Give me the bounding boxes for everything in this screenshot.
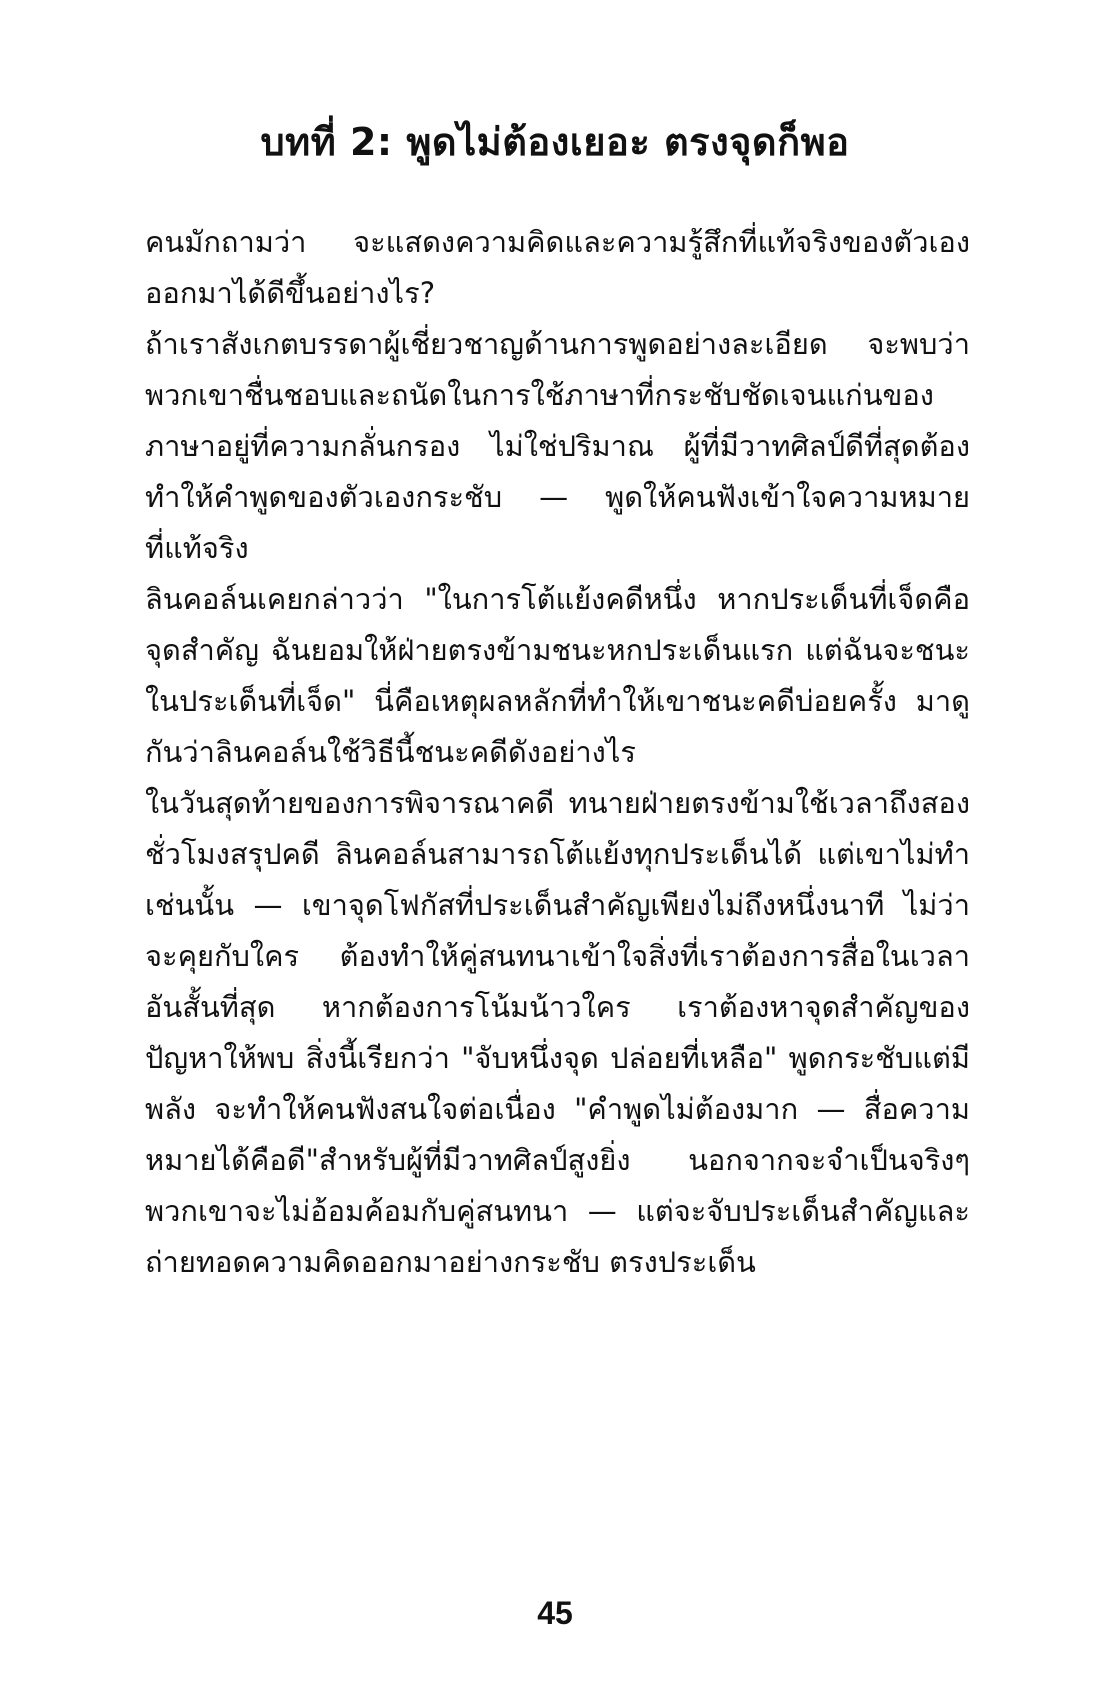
paragraph-4: ในวันสุดท้ายของการพิจารณาคดี ทนายฝ่ายตรงข้ามใช้เวลาถึงสองชั่วโมงสรุปคดี ลินคอล์นสามารถโต้แย้งทุกประเด็นได้ แต่เขาไม่ทำเช่นนั้น — เขาจุดโฟกัสที่ประเด็นสำคัญเพียงไม่ถึงหนึ่งนาที ไม่ว่าจะคุยกับใคร ต้องทำให้คู่สนทนาเข้าใจสิ่งที่เราต้องการสื่อในเวลาอันสั้นที่สุด หากต้องการโน้มน้าวใคร เราต้องหาจุดสำคัญของปัญหาให้พบ สิ่งนี้เรียกว่า "จับหนึ่งจุด ปล่อยที่เหลือ" พูดกระชับแต่มีพลัง จะทำให้คนฟังสนใจต่อเนื่อง "คำพูดไม่ต้องมาก — สื่อความหมายได้คือดี"สำหรับผู้ที่มีวาทศิลป์สูงยิ่ง นอกจากจะจำเป็นจริงๆ พวกเขาจะไม่อ้อมค้อมกับคู่สนทนา — แต่จะจับประเด็นสำคัญและถ่ายทอดความคิดออกมาอย่างกระชับ ตรงประเด็น	[145, 786, 970, 1279]
chapter-title: บทที่ 2: พูดไม่ต้องเยอะ ตรงจุดก็พอ	[260, 120, 850, 164]
body-text	[145, 217, 970, 1288]
paragraph-3: ลินคอล์นเคยกล่าวว่า "ในการโต้แย้งคดีหนึ่ง หากประเด็นที่เจ็ดคือจุดสำคัญ ฉันยอมให้ฝ่ายตรงข้ามชนะหกประเด็นแรก แต่ฉันจะชนะในประเด็นที่เจ็ด" นี่คือเหตุผลหลักที่ทำให้เขาชนะคดีบ่อยครั้ง มาดูกันว่าลินคอล์นใช้วิธีนี้ชนะคดีดังอย่างไร	[145, 582, 970, 769]
page-number: 45	[537, 1595, 573, 1631]
paragraph-1: คนมักถามว่า จะแสดงความคิดและความรู้สึกที่แท้จริงของตัวเองออกมาได้ดีขึ้นอย่างไร?	[145, 225, 970, 310]
paragraph-2: ถ้าเราสังเกตบรรดาผู้เชี่ยวชาญด้านการพูดอย่างละเอียด จะพบว่าพวกเขาชื่นชอบและถนัดในการใช้ภาษาที่กระชับชัดเจนแก่นของภาษาอยู่ที่ความกลั่นกรอง ไม่ใช่ปริมาณ ผู้ที่มีวาทศิลป์ดีที่สุดต้องทำให้คำพูดของตัวเองกระชับ — พูดให้คนฟังเข้าใจความหมายที่แท้จริง	[145, 327, 970, 565]
